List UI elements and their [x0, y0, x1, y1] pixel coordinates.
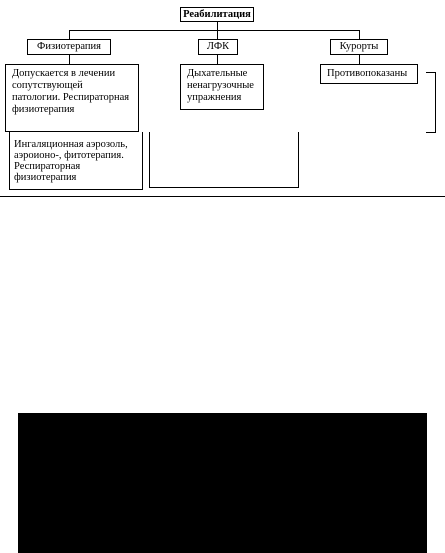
title-text: Реабилитация [183, 9, 251, 20]
physiotherapy-content: Допускается в лечении сопутствующей патологии. Респираторная физиотерапия [5, 64, 139, 132]
bracket-right-bottom [426, 132, 436, 133]
page-divider [0, 196, 445, 197]
physiotherapy-extra: Ингаляционная аэрозоль, аэроионо-, фитотерапия. Респираторная физиотерапия [14, 139, 128, 183]
branch-header-lfk: ЛФК [198, 39, 238, 55]
connector-branch-3 [359, 30, 360, 39]
connector-title-down [217, 22, 218, 30]
bracket-lfk-right [298, 132, 299, 188]
connector-branch-1 [69, 30, 70, 39]
black-block [18, 413, 427, 553]
bracket-left-physio-bottom [9, 189, 142, 190]
connector-physio-down [69, 55, 70, 64]
bracket-lfk-left [149, 132, 150, 188]
title-box [180, 7, 254, 22]
bracket-left-physio [9, 132, 10, 190]
lfk-content: Дыхательные ненагрузочные упражнения [180, 64, 264, 110]
bracket-lfk-bottom [149, 187, 298, 188]
resorts-content: Противопоказаны [320, 64, 418, 84]
bracket-right-vertical [435, 72, 436, 133]
branch-header-resorts: Курорты [330, 39, 388, 55]
connector-horizontal [69, 30, 359, 31]
connector-lfk-down [217, 55, 218, 64]
connector-resorts-down [359, 55, 360, 64]
connector-branch-2 [217, 30, 218, 39]
bracket-left-physio-right [142, 132, 143, 190]
bracket-right-top [426, 72, 435, 73]
branch-header-physiotherapy: Физиотерапия [27, 39, 111, 55]
